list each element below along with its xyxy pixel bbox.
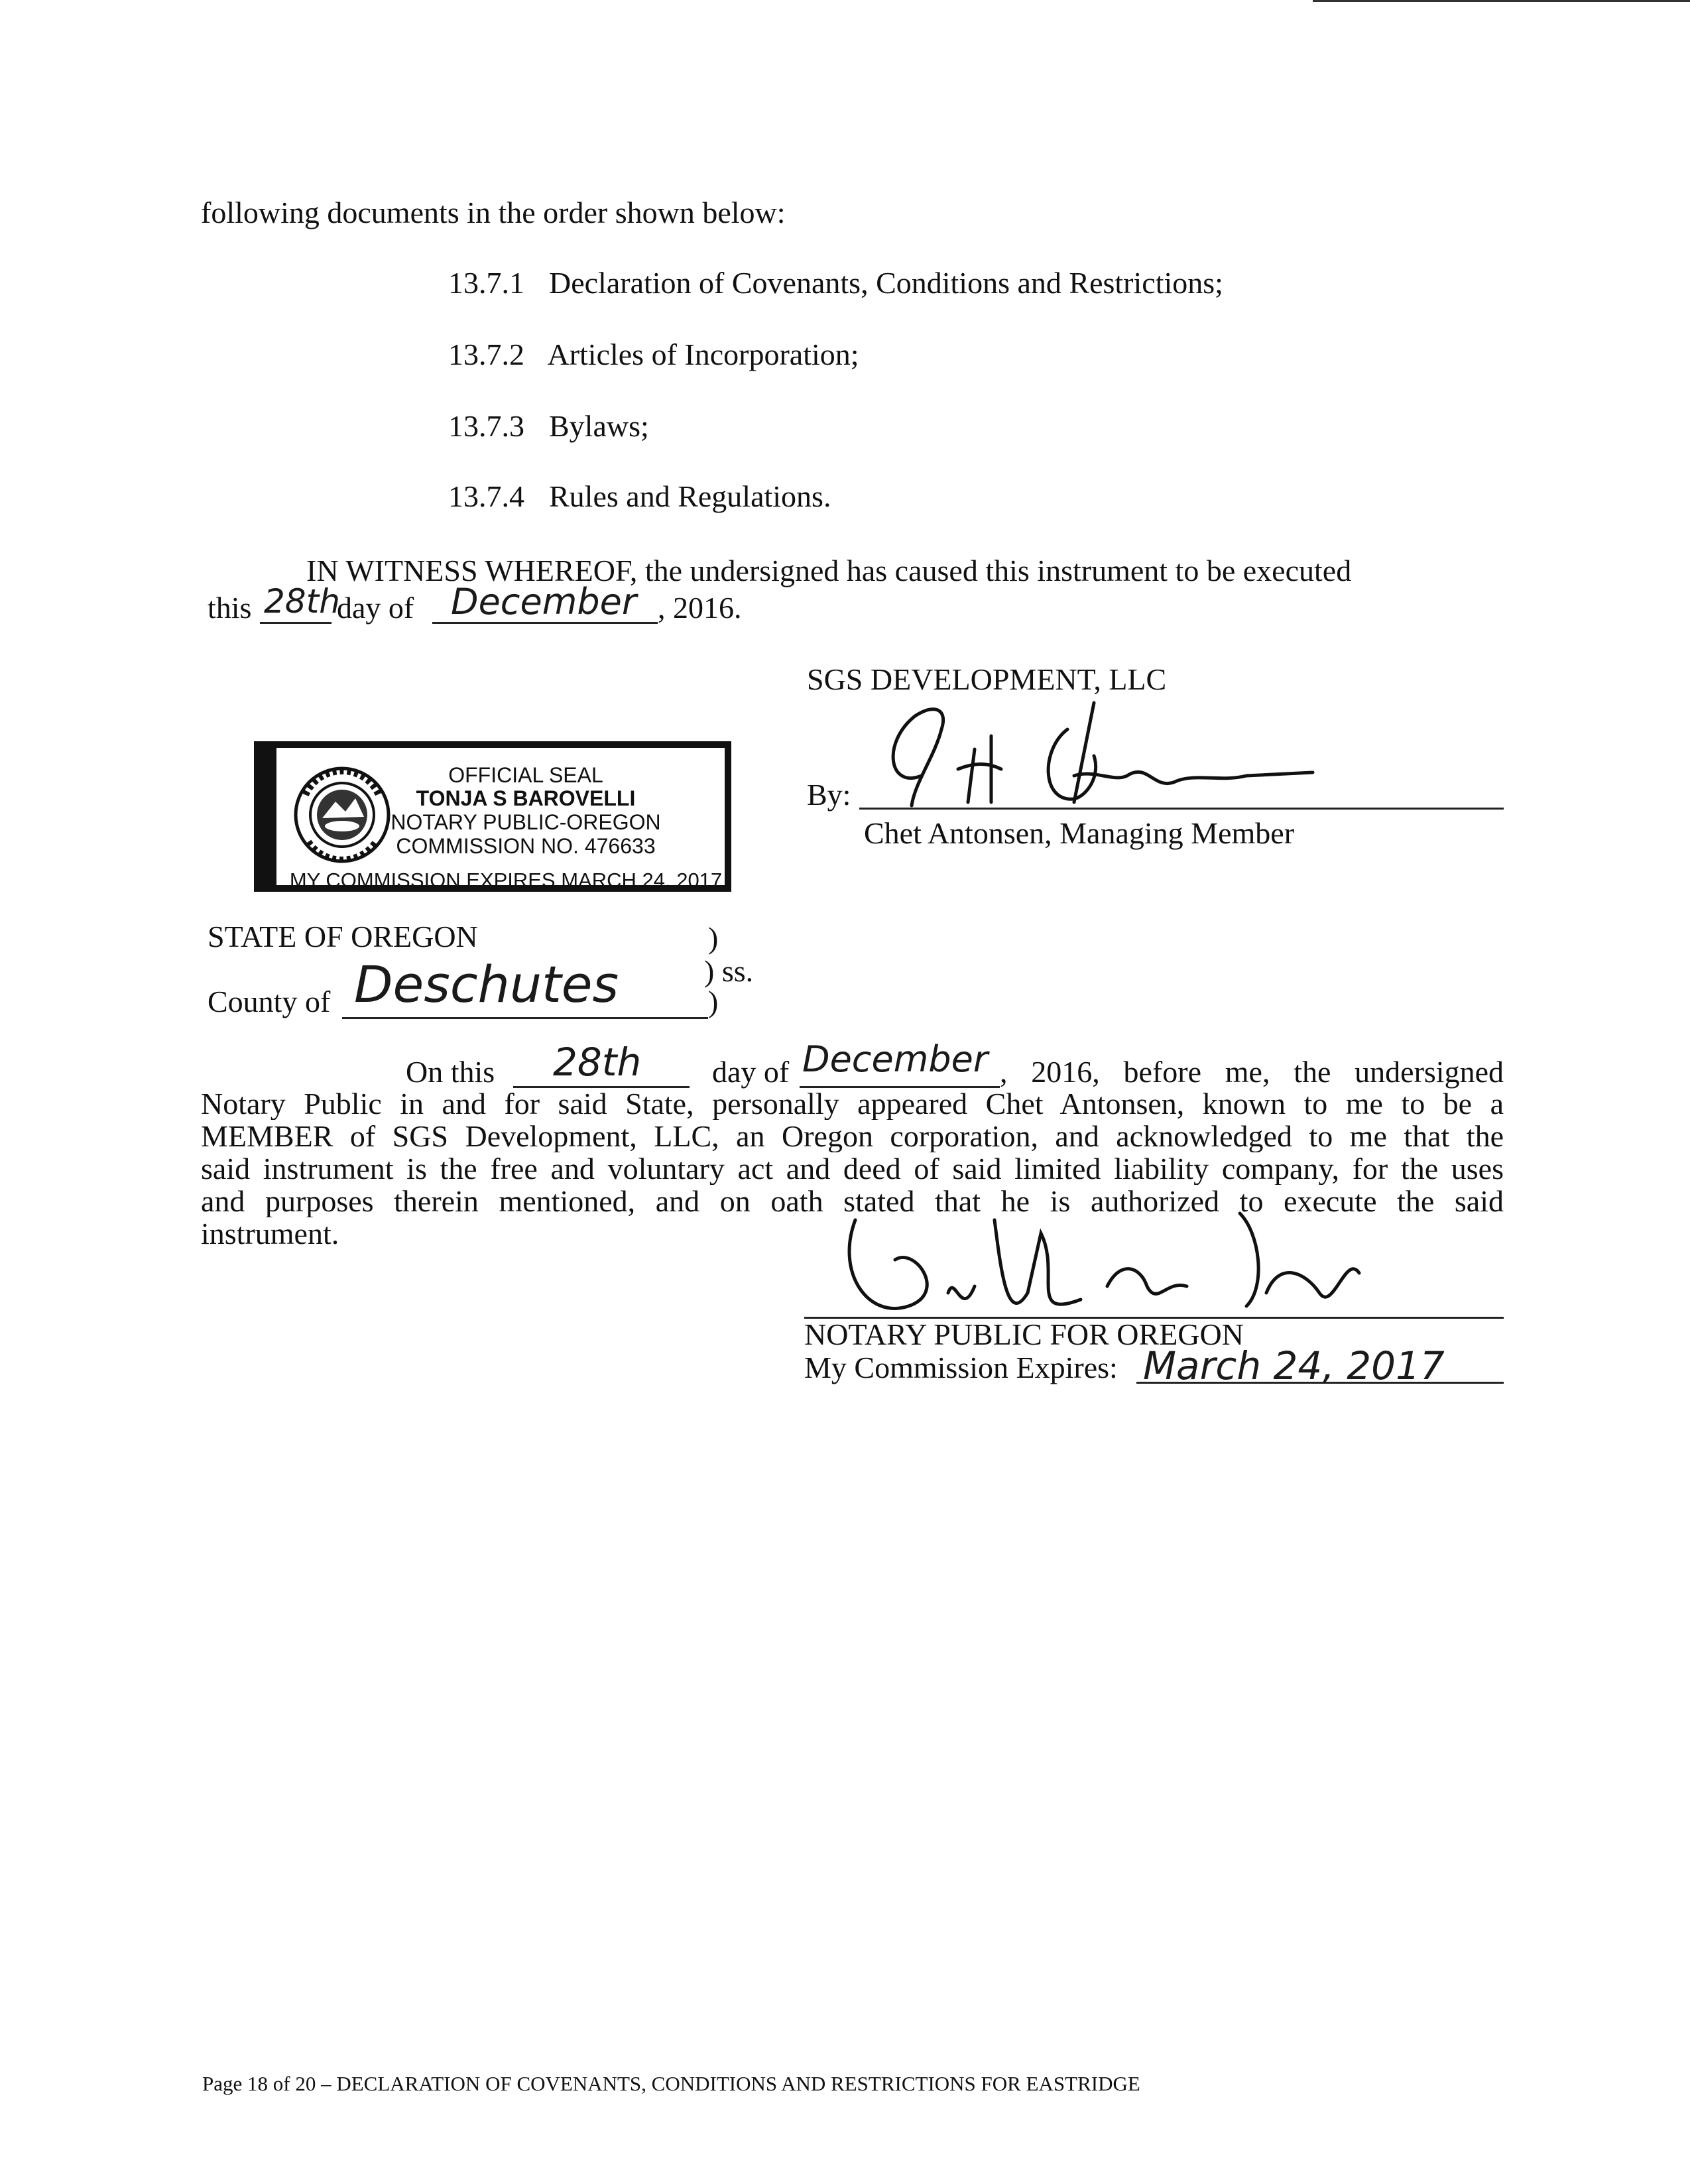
scan-top-edge: [1313, 0, 1690, 2]
witness-day-of-label: day of: [337, 591, 414, 625]
witness-this-label: this: [208, 591, 252, 625]
list-item-number: 13.7.3: [448, 409, 524, 443]
witness-line: IN WITNESS WHEREOF, the undersigned has caused this instrument to be executed: [306, 554, 1352, 587]
signatory-name: Chet Antonsen, Managing Member: [864, 816, 1295, 850]
venue-county-handwritten: Deschutes: [354, 955, 619, 1014]
ack-day-handwritten: 28th: [553, 1040, 642, 1085]
list-item: [448, 411, 649, 442]
notary-seal-stamp: [254, 741, 731, 892]
page-footer: Page 18 of 20 – DECLARATION OF COVENANTS, CONDITIONS AND RESTRICTIONS FOR EASTRIDGE: [202, 2072, 1140, 2095]
venue-ss-label: ss.: [721, 954, 754, 988]
ack-day-of: day of: [712, 1055, 790, 1089]
seal-notary-state: NOTARY PUBLIC-OREGON: [391, 810, 661, 834]
seal-commission-number: COMMISSION NO. 476633: [396, 834, 656, 858]
list-item: [448, 481, 831, 512]
witness-day-handwritten: 28th: [264, 582, 340, 621]
list-item-title: Bylaws;: [549, 409, 649, 443]
commission-handwritten: March 24, 2017: [1143, 1343, 1445, 1388]
list-item-title: Declaration of Covenants, Conditions and Restrictions;: [549, 266, 1223, 300]
list-item-number: 13.7.1: [448, 266, 524, 300]
commission-label: My Commission Expires:: [804, 1351, 1118, 1384]
venue-county-label: County of: [208, 985, 331, 1018]
list-item: [448, 268, 1223, 298]
witness-year: , 2016.: [658, 591, 742, 625]
witness-month-handwritten: December: [451, 581, 637, 623]
list-item-number: 13.7.2: [448, 337, 524, 371]
ack-on-this: On this: [406, 1055, 495, 1089]
county-blank-line: [342, 1017, 708, 1019]
ack-line: instrument.: [201, 1217, 339, 1250]
ack-line1-rest: , 2016, before me, the undersigned: [1000, 1055, 1504, 1089]
venue-bracket-top: ): [708, 921, 719, 955]
venue-state: STATE OF OREGON: [208, 920, 478, 953]
intro-text: following documents in the order shown below:: [201, 196, 786, 229]
seal-notary-name: TONJA S BAROVELLI: [416, 786, 636, 810]
oregon-seal-emblem-icon: [292, 765, 392, 865]
company-name: SGS DEVELOPMENT, LLC: [807, 662, 1167, 696]
ack-line: and purposes therein mentioned, and on oath stated that he is authorized to execute the said: [201, 1185, 1504, 1217]
notary-title: NOTARY PUBLIC FOR OREGON: [804, 1317, 1244, 1351]
venue-bracket-bottom: ): [708, 985, 719, 1018]
venue-ss: ) ss.: [704, 954, 754, 988]
day-blank-line: [260, 622, 332, 624]
ack-line: MEMBER of SGS Development, LLC, an Oregon corporation, and acknowledged to me that the: [201, 1120, 1504, 1152]
signature-image: [875, 690, 1339, 822]
by-label: By:: [807, 778, 851, 812]
witness-date-line: [208, 593, 251, 623]
ack-line: said instrument is the free and voluntary act and deed of said limited liability company, for the uses: [201, 1152, 1504, 1185]
list-item-title: Articles of Incorporation;: [547, 337, 859, 371]
list-item-title: Rules and Regulations.: [549, 479, 831, 513]
seal-title: OFFICIAL SEAL: [448, 763, 603, 787]
list-item: [448, 339, 859, 370]
ack-line: Notary Public in and for said State, personally appeared Chet Antonsen, known to me to be a: [201, 1087, 1504, 1120]
list-item-number: 13.7.4: [448, 479, 524, 513]
seal-expiration: MY COMMISSION EXPIRES MARCH 24, 2017: [289, 869, 723, 892]
ack-month-handwritten: December: [802, 1038, 989, 1080]
